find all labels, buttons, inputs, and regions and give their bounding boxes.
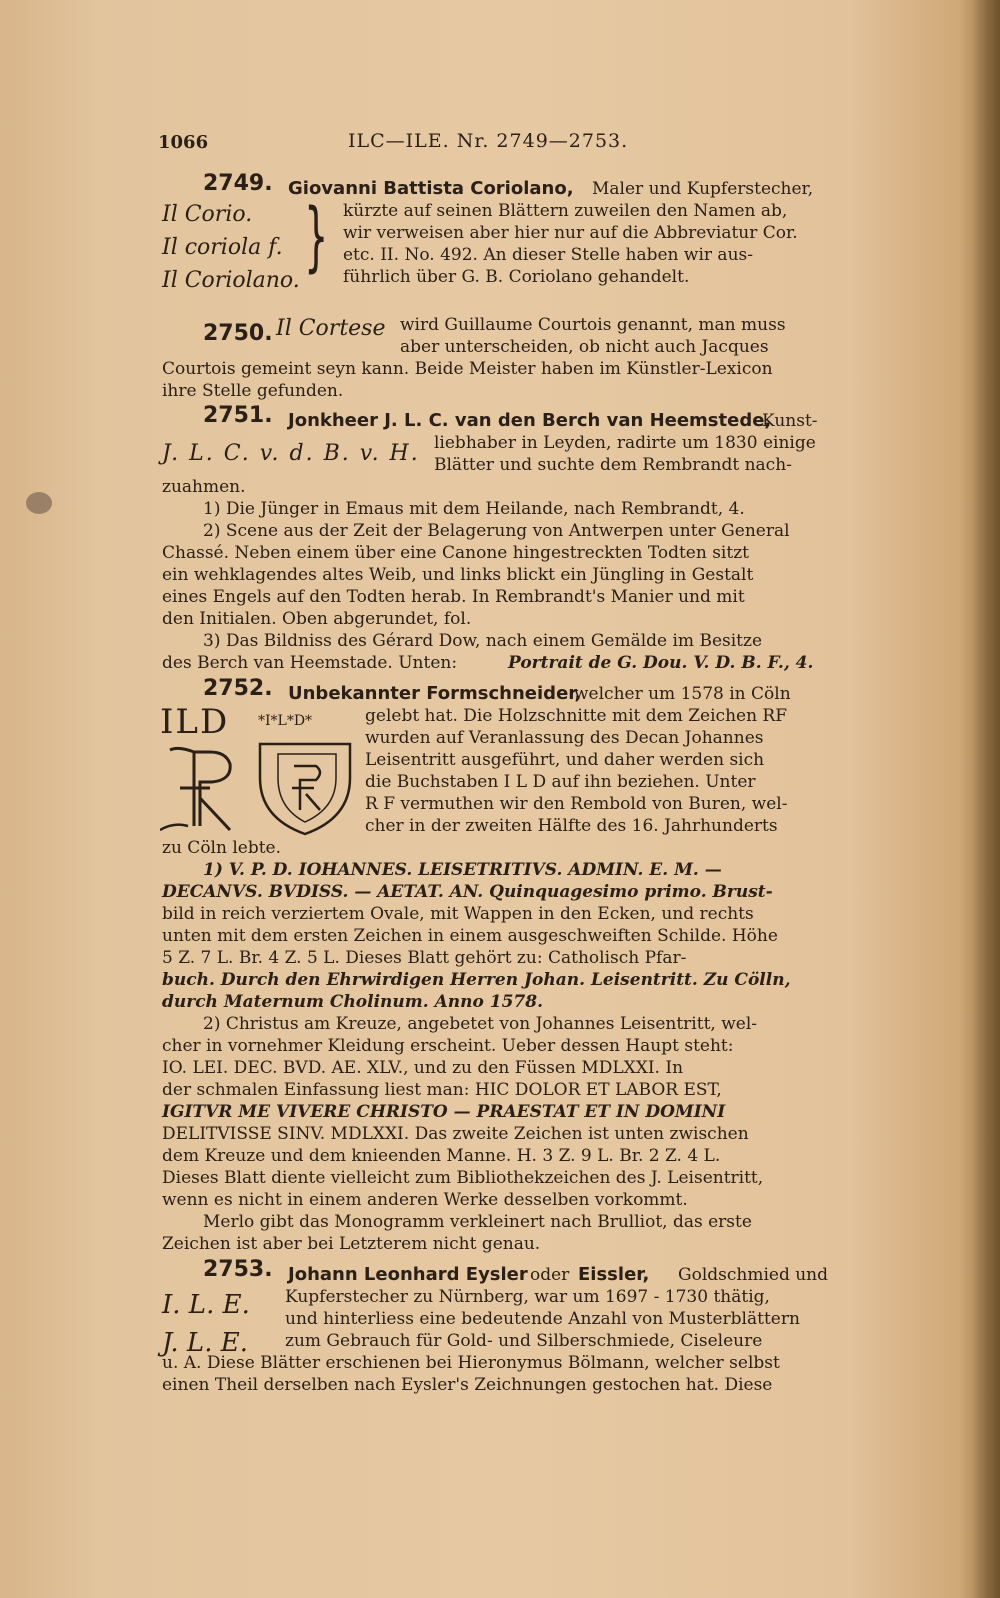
entry-text-italic: Portrait de G. Dou. V. D. B. F., 4.	[508, 653, 814, 673]
entry-text: bild in reich verziertem Ovale, mit Wappen in den Ecken, und rechts	[162, 904, 754, 924]
entry-text: der schmalen Einfassung liest man: HIC DOLOR ET LABOR EST,	[162, 1080, 722, 1100]
monogram-ild: ILD	[160, 702, 230, 742]
entry-text: dem Kreuze und dem knieenden Manne. H. 3 Z. 9 L. Br. 2 Z. 4 L.	[162, 1146, 721, 1166]
entry-number: 2750.	[203, 321, 273, 346]
entry-text: die Buchstaben I L D auf ihn beziehen. Unter	[365, 772, 756, 792]
entry-text: Chassé. Neben einem über eine Canone hingestreckten Todten sitzt	[162, 543, 749, 563]
entry-number: 2753.	[203, 1257, 273, 1282]
entry-text: Zeichen ist aber bei Letzterem nicht genau.	[162, 1234, 541, 1254]
entry-text: Blätter und suchte dem Rembrandt nach-	[434, 455, 792, 475]
monogram-text: Il coriola f.	[162, 235, 283, 260]
entry-text: aber unterscheiden, ob nicht auch Jacques	[400, 337, 769, 357]
monogram-text: I. L. E.	[162, 1290, 250, 1320]
entry-text: zum Gebrauch für Gold- und Silberschmiede, Ciseleure	[285, 1331, 763, 1351]
entry-text: Kupferstecher zu Nürnberg, war um 1697 - 1730 thätig,	[285, 1287, 770, 1307]
entry-name: Giovanni Battista Coriolano,	[288, 178, 574, 199]
entry-text: welcher um 1578 in Cöln	[574, 684, 791, 704]
monogram-text: Il Coriolano.	[162, 268, 300, 293]
entry-text: unten mit dem ersten Zeichen in einem ausgeschweiften Schilde. Höhe	[162, 926, 778, 946]
entry-text-italic: buch. Durch den Ehrwirdigen Herren Johan. Leisentritt. Zu Cölln,	[162, 970, 791, 990]
entry-text: wird Guillaume Courtois genannt, man muss	[400, 315, 786, 335]
entry-text: Goldschmied und	[678, 1265, 829, 1285]
entry-name-variant: Eissler,	[578, 1264, 650, 1285]
entry-text: DELITVISSE SINV. MDLXXI. Das zweite Zeichen ist unten zwischen	[162, 1124, 749, 1144]
monogram-text: Il Corio.	[162, 202, 253, 227]
entry-text: ihre Stelle gefunden.	[162, 381, 344, 401]
entry-text: den Initialen. Oben abgerundet, fol.	[162, 609, 472, 629]
entry-text-italic: durch Maternum Cholinum. Anno 1578.	[162, 992, 544, 1012]
entry-text: zuahmen.	[162, 477, 246, 497]
entry-text-italic: DECANVS. BVDISS. — AETAT. AN. Quinquagesimo primo. Brust-	[162, 882, 773, 902]
entry-number: 2749.	[203, 171, 273, 196]
entry-text: R F vermuthen wir den Rembold von Buren, wel-	[365, 794, 788, 814]
brace-icon: }	[304, 191, 329, 280]
entry-text: wurden auf Veranlassung des Decan Johannes	[365, 728, 764, 748]
entry-number: 2752.	[203, 676, 273, 701]
entry-text: u. A. Diese Blätter erschienen bei Hieronymus Bölmann, welcher selbst	[162, 1353, 780, 1373]
entry-text: IO. LEI. DEC. BVD. AE. XLV., und zu den Füssen MDLXXI. In	[162, 1058, 684, 1078]
entry-text: führlich über G. B. Coriolano gehandelt.	[343, 267, 690, 287]
entry-text: Courtois gemeint seyn kann. Beide Meister haben im Künstler-Lexicon	[162, 359, 773, 379]
entry-text: einen Theil derselben nach Eysler's Zeichnungen gestochen hat. Diese	[162, 1375, 773, 1395]
entry-text: und hinterliess eine bedeutende Anzahl von Musterblättern	[285, 1309, 800, 1329]
entry-text: wir verweisen aber hier nur auf die Abbreviatur Cor.	[343, 223, 798, 243]
entry-text-italic: 1) V. P. D. IOHANNES. LEISETRITIVS. ADMIN. E. M. —	[203, 860, 722, 880]
entry-name: Jonkheer J. L. C. van den Berch van Heemstede,	[288, 410, 772, 431]
running-title: ILC—ILE. Nr. 2749—2753.	[348, 130, 629, 152]
entry-text-italic: IGITVR ME VIVERE CHRISTO — PRAESTAT ET IN DOMINI	[162, 1102, 726, 1122]
rf-monogram-icon	[160, 738, 360, 838]
entry-text: 1) Die Jünger in Emaus mit dem Heilande, nach Rembrandt, 4.	[203, 499, 745, 519]
monogram-ild-stars: *I*L*D*	[258, 713, 313, 729]
entry-text: gelebt hat. Die Holzschnitte mit dem Zeichen RF	[365, 706, 788, 726]
entry-text: eines Engels auf den Todten herab. In Rembrandt's Manier und mit	[162, 587, 745, 607]
entry-text: 3) Das Bildniss des Gérard Dow, nach einem Gemälde im Besitze	[203, 631, 763, 651]
monogram-text: Il Cortese	[276, 316, 386, 341]
monogram-text: J. L. C. v. d. B. v. H.	[162, 441, 420, 466]
page-gutter-shadow	[972, 0, 1000, 1598]
entry-text: cher in der zweiten Hälfte des 16. Jahrhunderts	[365, 816, 778, 836]
monogram-script-text: J. L. E.	[162, 1328, 248, 1358]
entry-text: zu Cöln lebte.	[162, 838, 282, 858]
ink-stain	[26, 492, 52, 514]
entry-name: Unbekannter Formschneider,	[288, 683, 582, 704]
entry-text: Leisentritt ausgeführt, und daher werden sich	[365, 750, 765, 770]
entry-text: Kunst-	[762, 411, 818, 431]
entry-text: Merlo gibt das Monogramm verkleinert nach Brulliot, das erste	[203, 1212, 752, 1232]
entry-text: Maler und Kupferstecher,	[592, 179, 814, 199]
entry-name: Johann Leonhard Eysler	[288, 1264, 528, 1285]
entry-text: 2) Christus am Kreuze, angebetet von Johannes Leisentritt, wel-	[203, 1014, 758, 1034]
entry-text: 2) Scene aus der Zeit der Belagerung von Antwerpen unter General	[203, 521, 790, 541]
entry-text: wenn es nicht in einem anderen Werke desselben vorkommt.	[162, 1190, 688, 1210]
entry-text: 5 Z. 7 L. Br. 4 Z. 5 L. Dieses Blatt gehört zu: Catholisch Pfar-	[162, 948, 687, 968]
entry-text: oder	[530, 1265, 570, 1285]
entry-text: etc. II. No. 492. An dieser Stelle haben wir aus-	[343, 245, 753, 265]
entry-text: ein wehklagendes altes Weib, und links blickt ein Jüngling in Gestalt	[162, 565, 754, 585]
entry-text: cher in vornehmer Kleidung erscheint. Ueber dessen Haupt steht:	[162, 1036, 734, 1056]
entry-text: Dieses Blatt diente vielleicht zum Bibliothekzeichen des J. Leisentritt,	[162, 1168, 764, 1188]
entry-text: liebhaber in Leyden, radirte um 1830 einige	[434, 433, 816, 453]
entry-number: 2751.	[203, 403, 273, 428]
page-number: 1066	[158, 132, 209, 153]
entry-text: kürzte auf seinen Blättern zuweilen den Namen ab,	[343, 201, 788, 221]
entry-text: des Berch van Heemstade. Unten:	[162, 653, 458, 673]
